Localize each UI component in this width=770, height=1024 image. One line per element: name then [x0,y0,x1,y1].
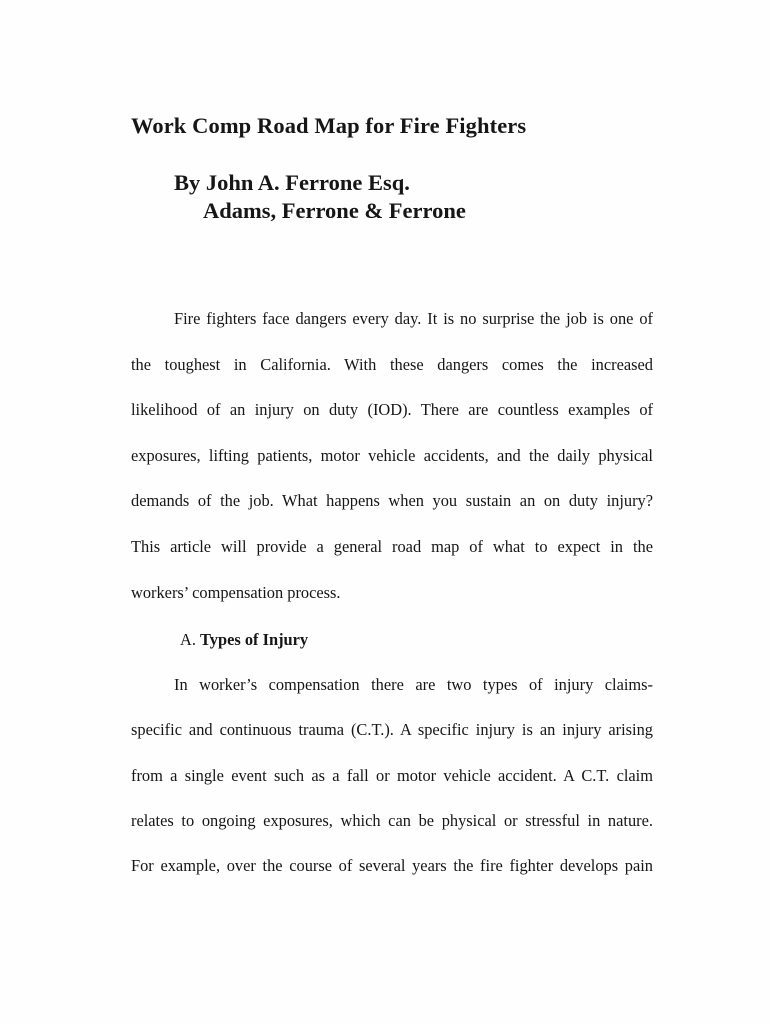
section-line: For example, over the course of several years the fire fighter develops pain [131,856,653,875]
section-line: relates to ongoing exposures, which can be physical or stressful in nature. [131,811,653,830]
section-line: specific and continuous trauma (C.T.). A specific injury is an injury arising [131,720,653,739]
document-title: Work Comp Road Map for Fire Fighters [131,113,527,138]
intro-line: workers’ compensation process. [131,583,341,602]
intro-line: the toughest in California. With these dangers comes the increased [131,355,653,374]
intro-line: likelihood of an injury on duty (IOD). There are countless examples of [131,400,653,419]
author-byline: By John A. Ferrone Esq. [174,170,410,195]
section-line: from a single event such as a fall or motor vehicle accident. A C.T. claim [131,766,653,785]
intro-line: This article will provide a general road map of what to expect in the [131,537,653,556]
section-line: In worker’s compensation there are two types of injury claims- [174,675,653,694]
section-heading-label: A. [180,630,196,649]
section-heading [180,630,308,650]
section-heading-text: Types of Injury [200,630,309,649]
author-firm: Adams, Ferrone & Ferrone [203,198,466,223]
intro-line: exposures, lifting patients, motor vehicle accidents, and the daily physical [131,446,653,465]
intro-line: demands of the job. What happens when you sustain an on duty injury? [131,491,653,510]
intro-line: Fire fighters face dangers every day. It is no surprise the job is one of [174,309,653,328]
